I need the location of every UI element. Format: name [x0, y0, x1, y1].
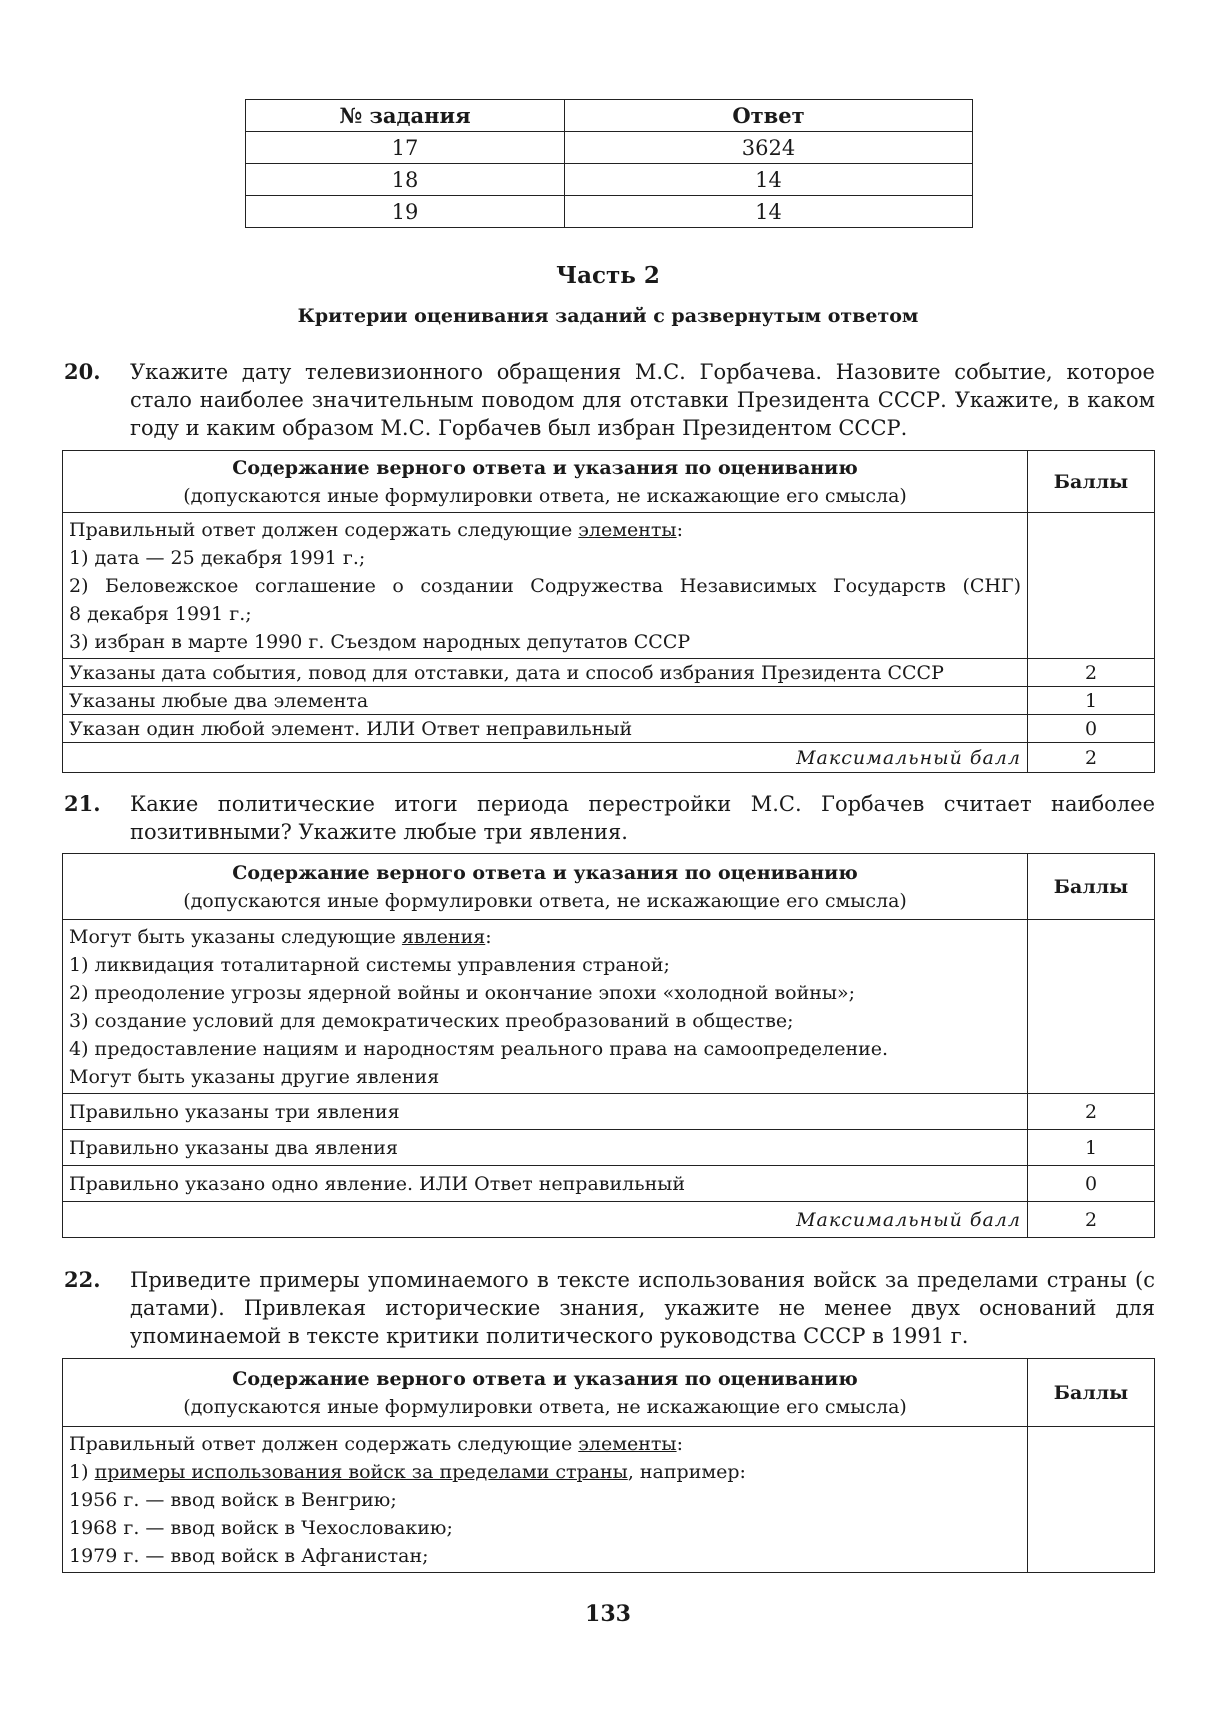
- criteria-content-row: [63, 1427, 1155, 1573]
- points-header: Баллы: [1028, 451, 1155, 513]
- content-line: 2) преодоление угрозы ядерной войны и окончание эпохи «холодной войны»;: [69, 982, 856, 1004]
- criteria-header-line1: Содержание верного ответа и указания по оцениванию: [232, 1367, 858, 1390]
- criteria-header-line2: (допускаются иные формулировки ответа, не искажающие его смысла): [183, 889, 907, 912]
- content-line: 1) ликвидация тоталитарной системы управления страной;: [69, 954, 670, 976]
- page-number: 133: [585, 1601, 631, 1627]
- criteria-header: [63, 1359, 1028, 1427]
- answers-header-task: № задания: [246, 100, 565, 132]
- task-text: Укажите дату телевизионного обращения М.С. Горбачева. Назовите событие, которое стало наиболее значительным поводом для отставки Президента СССР. Укажите, в каком году и каким образом М.С. Горбачев был избран Президентом СССР.: [130, 360, 1155, 440]
- criteria-points-empty: [1028, 1427, 1155, 1573]
- answer-value: 3624: [565, 132, 973, 164]
- task-text: Приведите примеры упоминаемого в тексте использования войск за пределами страны (с датами). Привлекая исторические знания, укажите не менее двух оснований для упоминаемой в тексте критики политического руководства СССР в 1991 г.: [130, 1268, 1155, 1348]
- content-line: 3) избран в марте 1990 г. Съездом народных депутатов СССР: [69, 631, 691, 653]
- answer-value: 14: [565, 164, 973, 196]
- criteria-header-line1: Содержание верного ответа и указания по оцениванию: [232, 456, 858, 479]
- part-title: Часть 2: [556, 262, 660, 289]
- criteria-content: [63, 1427, 1028, 1573]
- table-row: [246, 132, 973, 164]
- score-criterion: Правильно указаны три явления: [63, 1094, 1028, 1130]
- part-subtitle: Критерии оценивания заданий с развернутым ответом: [297, 305, 919, 327]
- max-score-points: 2: [1028, 743, 1155, 773]
- content-line: Правильный ответ должен содержать следующие элементы:: [69, 1433, 683, 1455]
- criteria-content-row: [63, 513, 1155, 659]
- task-text: Какие политические итоги периода перестройки М.С. Горбачев считает наиболее позитивными? Укажите любые три явления.: [130, 792, 1155, 844]
- score-points: 1: [1028, 1130, 1155, 1166]
- criteria-points-empty: [1028, 920, 1155, 1094]
- content-line: 1) примеры использования войск за пределами страны, например:: [69, 1461, 746, 1483]
- content-line: 3) создание условий для демократических преобразований в обществе;: [69, 1010, 794, 1032]
- task-22: [64, 1266, 1155, 1350]
- criteria-content: [63, 920, 1028, 1094]
- content-line: 8 декабря 1991 г.;: [69, 603, 252, 625]
- score-criterion: Указан один любой элемент. ИЛИ Ответ неправильный: [63, 715, 1028, 743]
- criteria-content-row: [63, 920, 1155, 1094]
- score-points: 0: [1028, 715, 1155, 743]
- table-row: [246, 196, 973, 228]
- task-number: 20.: [64, 359, 101, 384]
- score-criterion: Правильно указано одно явление. ИЛИ Ответ неправильный: [63, 1166, 1028, 1202]
- score-row: [63, 687, 1155, 715]
- score-criterion: Указаны дата события, повод для отставки, дата и способ избрания Президента СССР: [63, 659, 1028, 687]
- max-score-label: Максимальный балл: [63, 1202, 1028, 1238]
- max-score-row: [63, 743, 1155, 773]
- score-row: [63, 1166, 1155, 1202]
- score-criterion: Указаны любые два элемента: [63, 687, 1028, 715]
- max-score-row: [63, 1202, 1155, 1238]
- points-header: Баллы: [1028, 854, 1155, 920]
- score-points: 1: [1028, 687, 1155, 715]
- score-points: 2: [1028, 1094, 1155, 1130]
- criteria-points-empty: [1028, 513, 1155, 659]
- content-line: 1968 г. — ввод войск в Чехословакию;: [69, 1517, 453, 1539]
- criteria-table-21: [62, 853, 1155, 1238]
- score-points: 2: [1028, 659, 1155, 687]
- criteria-header-line2: (допускаются иные формулировки ответа, не искажающие его смысла): [183, 484, 907, 507]
- score-row: [63, 659, 1155, 687]
- content-line: 1979 г. — ввод войск в Афганистан;: [69, 1545, 429, 1567]
- content-line: 4) предоставление нациям и народностям реального права на самоопределение.: [69, 1038, 889, 1060]
- content-line: 1) дата — 25 декабря 1991 г.;: [69, 547, 366, 569]
- criteria-table-22: [62, 1358, 1155, 1573]
- criteria-header-row: [63, 854, 1155, 920]
- answers-header-answer: Ответ: [565, 100, 973, 132]
- task-21: [64, 790, 1155, 846]
- content-line: 1956 г. — ввод войск в Венгрию;: [69, 1489, 397, 1511]
- content-line: Могут быть указаны другие явления: [69, 1066, 440, 1088]
- criteria-header-line2: (допускаются иные формулировки ответа, не искажающие его смысла): [183, 1395, 907, 1418]
- answer-task-number: 17: [246, 132, 565, 164]
- score-points: 0: [1028, 1166, 1155, 1202]
- content-line: Правильный ответ должен содержать следующие элементы:: [69, 519, 683, 541]
- content-line: Могут быть указаны следующие явления:: [69, 926, 492, 948]
- max-score-points: 2: [1028, 1202, 1155, 1238]
- criteria-content: [63, 513, 1028, 659]
- content-line: 2) Беловежское соглашение о создании Содружества Независимых Государств (СНГ): [69, 575, 1021, 597]
- criteria-header-line1: Содержание верного ответа и указания по оцениванию: [232, 861, 858, 884]
- score-row: [63, 1130, 1155, 1166]
- answers-table: [245, 99, 973, 228]
- score-criterion: Правильно указаны два явления: [63, 1130, 1028, 1166]
- criteria-header: [63, 451, 1028, 513]
- criteria-header-row: [63, 451, 1155, 513]
- answers-header-row: [246, 100, 973, 132]
- task-number: 22.: [64, 1267, 101, 1292]
- max-score-label: Максимальный балл: [63, 743, 1028, 773]
- points-header: Баллы: [1028, 1359, 1155, 1427]
- score-row: [63, 1094, 1155, 1130]
- answer-task-number: 19: [246, 196, 565, 228]
- task-number: 21.: [64, 791, 101, 816]
- score-row: [63, 715, 1155, 743]
- task-20: [64, 358, 1155, 442]
- answer-value: 14: [565, 196, 973, 228]
- criteria-table-20: [62, 450, 1155, 773]
- criteria-header-row: [63, 1359, 1155, 1427]
- table-row: [246, 164, 973, 196]
- answer-task-number: 18: [246, 164, 565, 196]
- criteria-header: [63, 854, 1028, 920]
